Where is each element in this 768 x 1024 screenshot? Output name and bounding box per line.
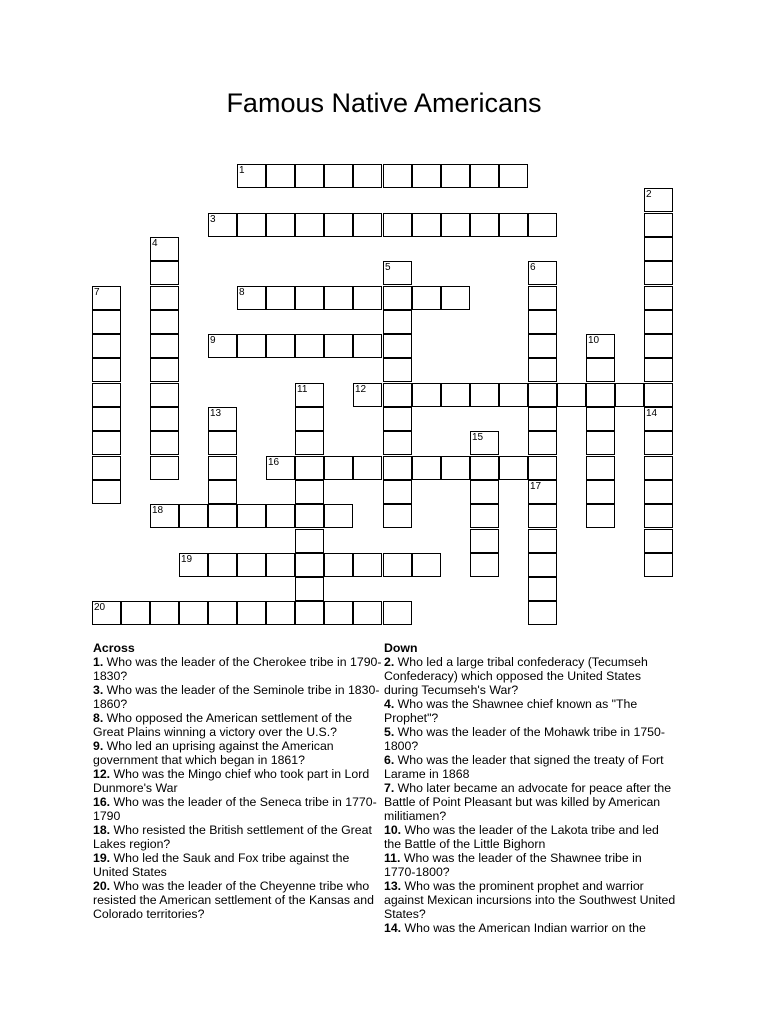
clue-text: Who was the leader of the Cherokee tribe in 1790-1830? xyxy=(93,655,382,683)
grid-cell[interactable] xyxy=(150,310,179,334)
grid-cell[interactable] xyxy=(324,213,353,237)
across-clue xyxy=(93,655,383,683)
clue-number: 3 xyxy=(210,214,216,225)
grid-cell[interactable] xyxy=(528,529,557,553)
grid-cell[interactable] xyxy=(208,480,237,504)
grid-cell[interactable] xyxy=(470,164,499,188)
grid-cell[interactable] xyxy=(441,383,470,407)
grid-cell[interactable] xyxy=(644,310,673,334)
clue-number-label: 18. xyxy=(93,823,111,837)
across-clue xyxy=(93,795,383,823)
clue-number: 13 xyxy=(210,408,222,419)
clue-text: Who was the leader of the Lakota tribe and led the Battle of the Little Bighorn xyxy=(384,823,659,851)
across-clue xyxy=(93,879,383,921)
clue-text: Who led a large tribal confederacy (Tecumseh Confederacy) which opposed the United States during Tecumseh's War? xyxy=(384,655,648,697)
grid-cell[interactable] xyxy=(528,553,557,577)
grid-cell[interactable] xyxy=(208,553,237,577)
clue-number-label: 2. xyxy=(384,655,395,669)
grid-cell[interactable] xyxy=(208,407,237,431)
grid-cell[interactable] xyxy=(353,164,382,188)
clue-number-label: 9. xyxy=(93,739,104,753)
clue-text: Who resisted the British settlement of the Great Lakes region? xyxy=(93,823,372,851)
grid-cell[interactable] xyxy=(92,334,121,358)
clue-number-label: 19. xyxy=(93,851,111,865)
grid-cell[interactable] xyxy=(324,553,353,577)
clue-text: Who led an uprising against the American government that which began in 1861? xyxy=(93,739,334,767)
grid-cell[interactable] xyxy=(266,504,295,528)
clue-number-label: 14. xyxy=(384,921,402,935)
clue-number: 17 xyxy=(530,481,542,492)
grid-cell[interactable] xyxy=(383,164,412,188)
grid-cell[interactable] xyxy=(441,164,470,188)
grid-cell[interactable] xyxy=(237,601,266,625)
grid-cell[interactable] xyxy=(586,504,615,528)
grid-cell[interactable] xyxy=(295,553,324,577)
across-clue xyxy=(93,851,383,879)
grid-cell[interactable] xyxy=(92,407,121,431)
down-clue xyxy=(384,697,676,725)
grid-cell[interactable] xyxy=(295,577,324,601)
grid-cell[interactable] xyxy=(499,213,528,237)
grid-cell[interactable] xyxy=(383,601,412,625)
grid-cell[interactable] xyxy=(237,553,266,577)
grid-cell[interactable] xyxy=(295,601,324,625)
grid-cell[interactable] xyxy=(92,431,121,455)
grid-cell[interactable] xyxy=(586,358,615,382)
grid-cell[interactable] xyxy=(644,213,673,237)
grid-cell[interactable] xyxy=(266,601,295,625)
grid-cell[interactable] xyxy=(383,286,412,310)
grid-cell[interactable] xyxy=(266,456,295,480)
clue-number-label: 11. xyxy=(384,851,401,865)
clue-number-label: 10. xyxy=(384,823,402,837)
grid-cell[interactable] xyxy=(528,334,557,358)
clue-number: 14 xyxy=(646,408,658,419)
grid-cell[interactable] xyxy=(528,407,557,431)
grid-cell[interactable] xyxy=(644,383,673,407)
grid-cell[interactable] xyxy=(324,456,353,480)
clue-text: Who was the leader of the Shawnee tribe in 1770-1800? xyxy=(384,851,642,879)
grid-cell[interactable] xyxy=(92,456,121,480)
grid-cell[interactable] xyxy=(528,310,557,334)
grid-cell[interactable] xyxy=(266,164,295,188)
grid-cell[interactable] xyxy=(644,188,673,212)
grid-cell[interactable] xyxy=(92,383,121,407)
grid-cell[interactable] xyxy=(383,456,412,480)
grid-cell[interactable] xyxy=(324,334,353,358)
grid-cell[interactable] xyxy=(179,553,208,577)
clue-number-label: 16. xyxy=(93,795,111,809)
grid-cell[interactable] xyxy=(412,456,441,480)
grid-cell[interactable] xyxy=(295,529,324,553)
clue-number-label: 6. xyxy=(384,753,395,767)
grid-cell[interactable] xyxy=(528,431,557,455)
grid-cell[interactable] xyxy=(528,286,557,310)
grid-cell[interactable] xyxy=(528,577,557,601)
down-clue xyxy=(384,921,676,935)
grid-cell[interactable] xyxy=(266,334,295,358)
grid-cell[interactable] xyxy=(150,504,179,528)
grid-cell[interactable] xyxy=(237,164,266,188)
grid-cell[interactable] xyxy=(644,261,673,285)
grid-cell[interactable] xyxy=(470,529,499,553)
grid-cell[interactable] xyxy=(208,601,237,625)
grid-cell[interactable] xyxy=(92,310,121,334)
across-heading: Across xyxy=(93,641,135,655)
grid-cell[interactable] xyxy=(150,358,179,382)
clue-text: Who was the leader of the Seneca tribe in 1770-1790 xyxy=(93,795,377,823)
grid-cell[interactable] xyxy=(528,261,557,285)
clue-text: Who led the Sauk and Fox tribe against the United States xyxy=(93,851,350,879)
grid-cell[interactable] xyxy=(208,431,237,455)
grid-cell[interactable] xyxy=(266,286,295,310)
grid-cell[interactable] xyxy=(208,213,237,237)
grid-cell[interactable] xyxy=(295,213,324,237)
grid-cell[interactable] xyxy=(324,504,353,528)
grid-cell[interactable] xyxy=(324,601,353,625)
down-clue xyxy=(384,851,676,879)
grid-cell[interactable] xyxy=(412,383,441,407)
grid-cell[interactable] xyxy=(644,456,673,480)
grid-cell[interactable] xyxy=(412,213,441,237)
grid-cell[interactable] xyxy=(150,237,179,261)
grid-cell[interactable] xyxy=(644,553,673,577)
grid-cell[interactable] xyxy=(528,358,557,382)
grid-cell[interactable] xyxy=(150,407,179,431)
across-clue xyxy=(93,767,383,795)
grid-cell[interactable] xyxy=(208,504,237,528)
grid-cell[interactable] xyxy=(528,480,557,504)
grid-cell[interactable] xyxy=(644,480,673,504)
clue-number: 6 xyxy=(530,262,536,273)
grid-cell[interactable] xyxy=(644,504,673,528)
grid-cell[interactable] xyxy=(644,334,673,358)
clue-number: 7 xyxy=(94,287,100,298)
down-clue xyxy=(384,781,676,823)
clue-number-label: 12. xyxy=(93,767,111,781)
grid-cell[interactable] xyxy=(92,601,121,625)
clue-number: 8 xyxy=(239,287,245,298)
grid-cell[interactable] xyxy=(383,407,412,431)
grid-cell[interactable] xyxy=(499,164,528,188)
clue-text: Who was the leader that signed the treaty of Fort Larame in 1868 xyxy=(384,753,664,781)
down-clue xyxy=(384,879,676,921)
clue-number: 4 xyxy=(152,238,158,249)
grid-cell[interactable] xyxy=(353,286,382,310)
grid-cell[interactable] xyxy=(295,504,324,528)
clue-number: 12 xyxy=(355,384,367,395)
grid-cell[interactable] xyxy=(644,237,673,261)
grid-cell[interactable] xyxy=(644,286,673,310)
grid-cell[interactable] xyxy=(586,456,615,480)
grid-cell[interactable] xyxy=(412,553,441,577)
grid-cell[interactable] xyxy=(324,164,353,188)
grid-cell[interactable] xyxy=(470,504,499,528)
down-clue xyxy=(384,655,676,697)
grid-cell[interactable] xyxy=(353,456,382,480)
grid-cell[interactable] xyxy=(92,286,121,310)
clue-number: 16 xyxy=(268,457,280,468)
grid-cell[interactable] xyxy=(528,456,557,480)
grid-cell[interactable] xyxy=(644,529,673,553)
grid-cell[interactable] xyxy=(586,383,615,407)
grid-cell[interactable] xyxy=(586,407,615,431)
clue-number: 15 xyxy=(472,432,484,443)
grid-cell[interactable] xyxy=(528,213,557,237)
grid-cell[interactable] xyxy=(237,334,266,358)
grid-cell[interactable] xyxy=(295,286,324,310)
grid-cell[interactable] xyxy=(383,553,412,577)
grid-cell[interactable] xyxy=(208,456,237,480)
across-clue xyxy=(93,823,383,851)
grid-cell[interactable] xyxy=(208,334,237,358)
across-clue xyxy=(93,711,383,739)
grid-cell[interactable] xyxy=(383,504,412,528)
grid-cell[interactable] xyxy=(179,601,208,625)
down-clue-list xyxy=(384,655,676,935)
grid-cell[interactable] xyxy=(353,383,382,407)
clue-number: 1 xyxy=(239,165,245,176)
grid-cell[interactable] xyxy=(528,601,557,625)
clue-number: 11 xyxy=(297,384,308,395)
grid-cell[interactable] xyxy=(295,334,324,358)
grid-cell[interactable] xyxy=(150,431,179,455)
clue-number: 20 xyxy=(94,602,106,613)
clue-text: Who was the American Indian warrior on the xyxy=(401,921,646,935)
grid-cell[interactable] xyxy=(383,261,412,285)
grid-cell[interactable] xyxy=(295,407,324,431)
grid-cell[interactable] xyxy=(615,383,644,407)
grid-cell[interactable] xyxy=(383,358,412,382)
down-heading: Down xyxy=(384,641,418,655)
grid-cell[interactable] xyxy=(441,286,470,310)
grid-cell[interactable] xyxy=(295,456,324,480)
clue-number-label: 5. xyxy=(384,725,395,739)
grid-cell[interactable] xyxy=(295,431,324,455)
clue-number-label: 13. xyxy=(384,879,402,893)
grid-cell[interactable] xyxy=(586,334,615,358)
grid-cell[interactable] xyxy=(92,480,121,504)
grid-cell[interactable] xyxy=(470,480,499,504)
grid-cell[interactable] xyxy=(499,383,528,407)
grid-cell[interactable] xyxy=(499,456,528,480)
grid-cell[interactable] xyxy=(528,383,557,407)
clue-number: 10 xyxy=(588,335,600,346)
grid-cell[interactable] xyxy=(324,286,353,310)
down-clue xyxy=(384,753,676,781)
clue-number-label: 1. xyxy=(93,655,104,669)
clue-text: Who was the leader of the Mohawk tribe in 1750-1800? xyxy=(384,725,665,753)
clue-number-label: 4. xyxy=(384,697,395,711)
clue-text: Who was the Shawnee chief known as "The Prophet"? xyxy=(384,697,638,725)
grid-cell[interactable] xyxy=(441,456,470,480)
grid-cell[interactable] xyxy=(383,334,412,358)
grid-cell[interactable] xyxy=(150,601,179,625)
grid-cell[interactable] xyxy=(470,213,499,237)
grid-cell[interactable] xyxy=(266,553,295,577)
clue-number: 18 xyxy=(152,505,164,516)
grid-cell[interactable] xyxy=(470,383,499,407)
clue-text: Who later became an advocate for peace after the Battle of Point Pleasant but was killed by American militiamen? xyxy=(384,781,672,823)
grid-cell[interactable] xyxy=(383,310,412,334)
clue-text: Who was the prominent prophet and warrior against Mexican incursions into the Southwest United States? xyxy=(384,879,676,921)
across-clue-list xyxy=(93,655,383,921)
grid-cell[interactable] xyxy=(150,286,179,310)
grid-cell[interactable] xyxy=(266,213,295,237)
grid-cell[interactable] xyxy=(150,261,179,285)
grid-cell[interactable] xyxy=(121,601,150,625)
grid-cell[interactable] xyxy=(383,213,412,237)
clue-number-label: 7. xyxy=(384,781,395,795)
grid-cell[interactable] xyxy=(586,431,615,455)
grid-cell[interactable] xyxy=(470,553,499,577)
grid-cell[interactable] xyxy=(295,480,324,504)
across-clue xyxy=(93,739,383,767)
grid-cell[interactable] xyxy=(383,383,412,407)
clue-number-label: 8. xyxy=(93,711,104,725)
grid-cell[interactable] xyxy=(412,164,441,188)
grid-cell[interactable] xyxy=(470,431,499,455)
clue-text: Who was the leader of the Cheyenne tribe who resisted the American settlement of the Kansas and Colorado territories? xyxy=(93,879,374,921)
grid-cell[interactable] xyxy=(441,213,470,237)
grid-cell[interactable] xyxy=(237,504,266,528)
grid-cell[interactable] xyxy=(92,358,121,382)
grid-cell[interactable] xyxy=(644,407,673,431)
clue-number-label: 3. xyxy=(93,683,104,697)
down-clue xyxy=(384,823,676,851)
grid-cell[interactable] xyxy=(528,504,557,528)
grid-cell[interactable] xyxy=(412,286,441,310)
grid-cell[interactable] xyxy=(237,286,266,310)
grid-cell[interactable] xyxy=(237,213,266,237)
across-clue xyxy=(93,683,383,711)
clue-number: 19 xyxy=(181,554,193,565)
grid-cell[interactable] xyxy=(295,383,324,407)
grid-cell[interactable] xyxy=(150,334,179,358)
grid-cell[interactable] xyxy=(470,456,499,480)
grid-cell[interactable] xyxy=(353,553,382,577)
grid-cell[interactable] xyxy=(383,480,412,504)
grid-cell[interactable] xyxy=(557,383,586,407)
grid-cell[interactable] xyxy=(383,431,412,455)
grid-cell[interactable] xyxy=(353,601,382,625)
grid-cell[interactable] xyxy=(586,480,615,504)
clue-text: Who opposed the American settlement of the Great Plains winning a victory over the U.S.? xyxy=(93,711,353,739)
grid-cell[interactable] xyxy=(353,334,382,358)
clue-number: 2 xyxy=(646,189,652,200)
grid-cell[interactable] xyxy=(179,504,208,528)
clue-text: Who was the leader of the Seminole tribe in 1830-1860? xyxy=(93,683,380,711)
grid-cell[interactable] xyxy=(150,456,179,480)
grid-cell[interactable] xyxy=(150,383,179,407)
clue-number: 5 xyxy=(385,262,391,273)
clue-number: 9 xyxy=(210,335,216,346)
grid-cell[interactable] xyxy=(644,431,673,455)
grid-cell[interactable] xyxy=(353,213,382,237)
across-clues xyxy=(93,641,383,921)
grid-cell[interactable] xyxy=(644,358,673,382)
grid-cell[interactable] xyxy=(295,164,324,188)
down-clues xyxy=(384,641,676,935)
puzzle-title: Famous Native Americans xyxy=(226,88,542,118)
down-clue xyxy=(384,725,676,753)
clue-text: Who was the Mingo chief who took part in Lord Dunmore's War xyxy=(93,767,370,795)
clue-number-label: 20. xyxy=(93,879,111,893)
